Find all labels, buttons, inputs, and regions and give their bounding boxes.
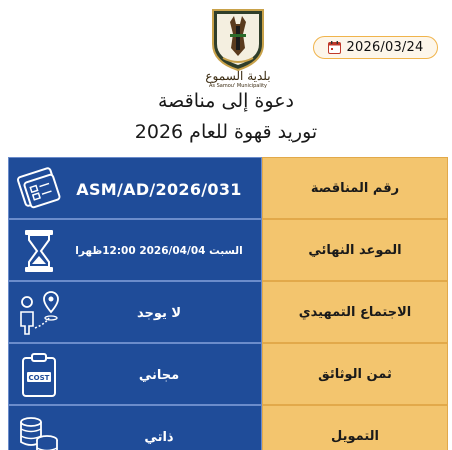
documents-icon bbox=[15, 164, 63, 214]
funding-value: ذاتي bbox=[144, 429, 174, 445]
value-cell bbox=[8, 343, 262, 405]
label-cell bbox=[262, 343, 448, 405]
logo-caption bbox=[196, 70, 280, 90]
label-cell bbox=[262, 281, 448, 343]
coins-stack-icon bbox=[15, 412, 63, 450]
table-row-deadline bbox=[8, 219, 448, 281]
label-cell bbox=[262, 405, 448, 450]
page-title: دعوة إلى مناقصة bbox=[158, 90, 294, 112]
deadline-value: السبت 2026/04/04 12:00ظهرا bbox=[75, 245, 243, 257]
logo-name-ar: بلدية السموع bbox=[205, 69, 271, 83]
document-price-label: ثمن الوثائق bbox=[318, 366, 392, 382]
value-cell bbox=[8, 405, 262, 450]
cost-clipboard-icon bbox=[15, 350, 63, 400]
hourglass-icon bbox=[15, 226, 63, 276]
table-row-document-price bbox=[8, 343, 448, 405]
cost-icon-text: COST bbox=[28, 374, 50, 382]
table-row-pre-meeting bbox=[8, 281, 448, 343]
tender-info-table bbox=[8, 157, 448, 450]
date-text: 2026/03/24 bbox=[346, 40, 424, 55]
funding-label: التمويل bbox=[331, 428, 379, 444]
calendar-icon bbox=[328, 41, 341, 54]
meeting-location-icon bbox=[15, 288, 63, 338]
date-badge bbox=[313, 36, 438, 59]
value-cell bbox=[8, 281, 262, 343]
value-cell bbox=[8, 219, 262, 281]
pre-meeting-value: لا يوجد bbox=[136, 305, 182, 321]
page-subtitle: توريد قهوة للعام 2026 bbox=[134, 121, 318, 143]
table-row-funding bbox=[8, 405, 448, 450]
value-cell bbox=[8, 157, 262, 219]
logo-name-en: As Samou' Municipality bbox=[208, 83, 268, 89]
tender-number-label: رقم المناقصة bbox=[310, 180, 400, 196]
deadline-label: الموعد النهائي bbox=[308, 242, 402, 258]
label-cell bbox=[262, 219, 448, 281]
tender-number-value: ASM/AD/2026/031 bbox=[76, 179, 242, 199]
label-cell bbox=[262, 157, 448, 219]
document-price-value: مجاني bbox=[138, 367, 180, 383]
pre-meeting-label: الاجتماع التمهيدي bbox=[298, 304, 412, 320]
table-row-tender-number bbox=[8, 157, 448, 219]
